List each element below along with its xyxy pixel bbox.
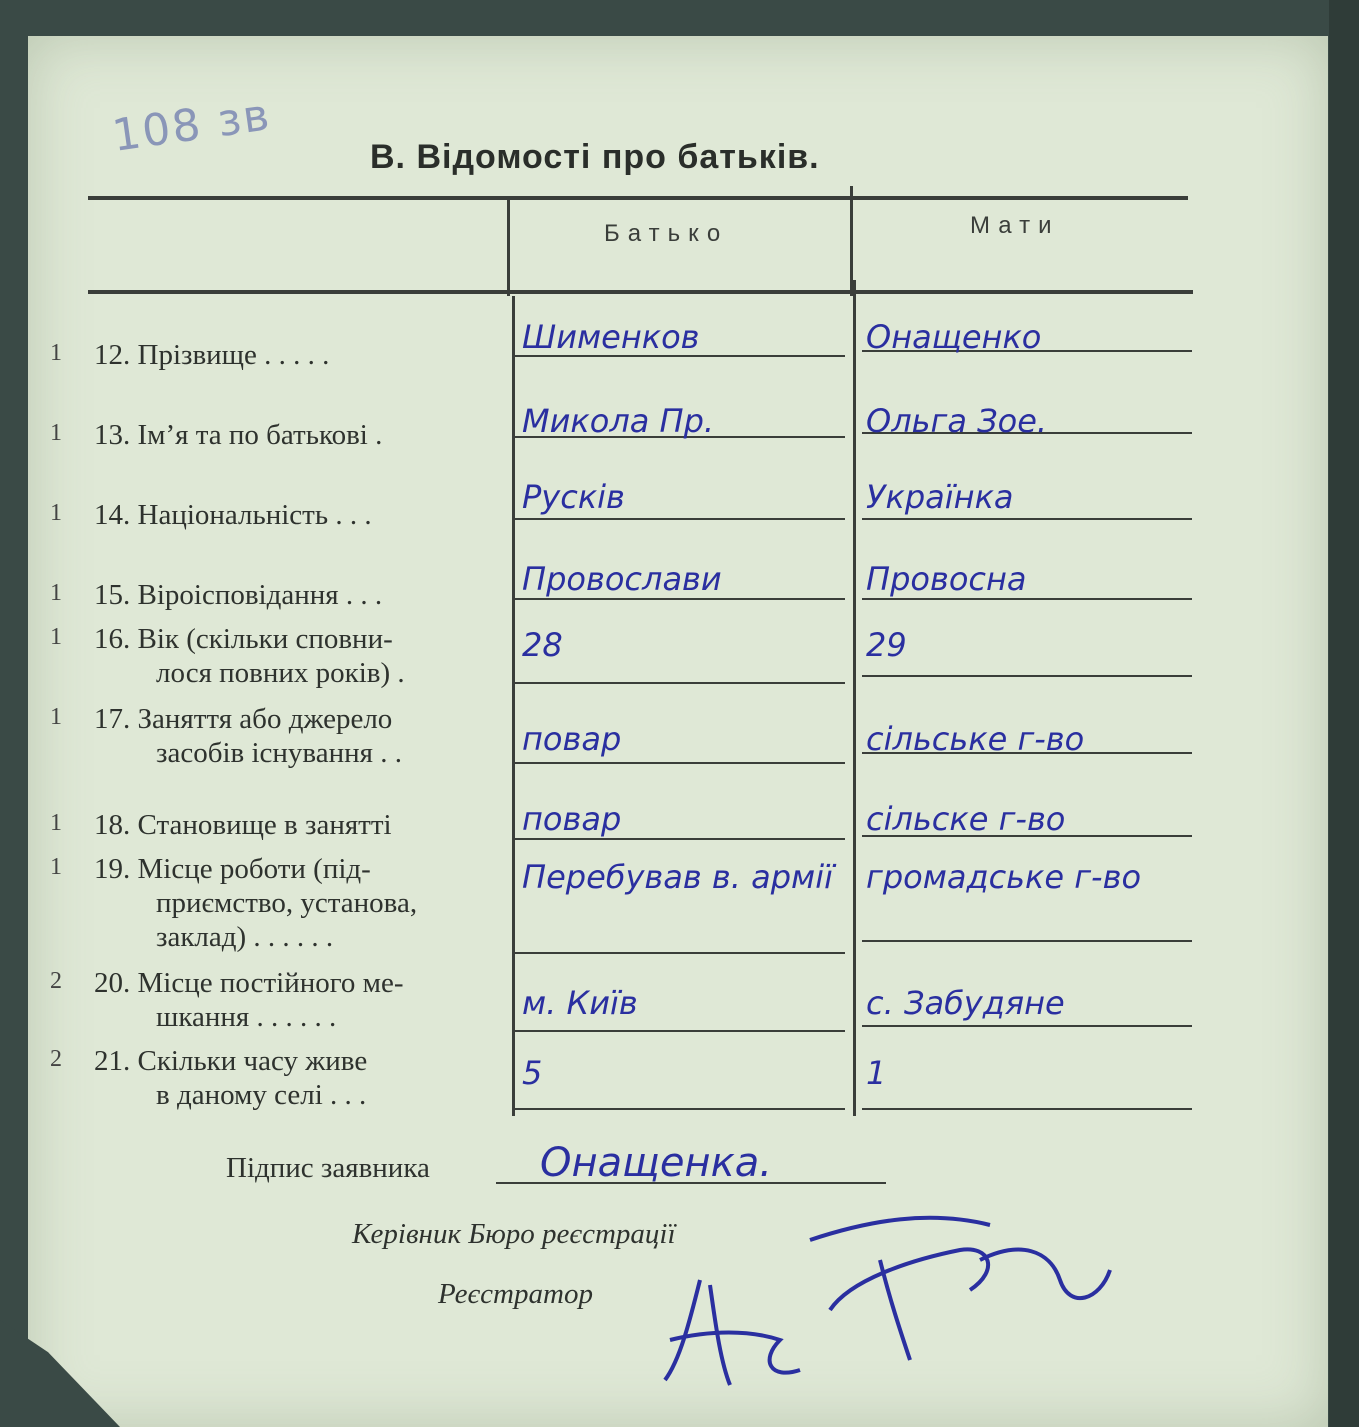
row-label-line: 20. Місце постійного ме- [94,967,404,999]
body-divider-label [512,296,515,1116]
row-label [94,418,382,452]
row-label [94,1044,367,1112]
mother-value: Онащенко [866,318,1042,356]
row-label-line: шкання . . . . . . [156,1001,337,1033]
mother-value: сільське г-во [866,720,1085,758]
mother-value: сільске г-во [866,800,1066,838]
margin-mark: 1 [50,420,62,446]
row-label [94,702,402,770]
margin-mark: 1 [50,340,62,366]
row-label [94,578,382,612]
bureau-head-label: Керівник Бюро реєстрації [352,1218,676,1250]
margin-mark: 1 [50,580,62,606]
row-label-line: 13. Ім’я та по батькові . [94,419,383,451]
margin-mark: 1 [50,500,62,526]
mother-answer-line [862,1108,1192,1110]
row-label-line: 21. Скільки часу живе [94,1045,368,1077]
father-value: 5 [522,1054,543,1092]
registrar-signature [650,1270,820,1400]
father-answer-line [515,518,845,520]
mother-answer-line [862,675,1192,677]
father-answer-line [515,1030,845,1032]
row-label-line: 14. Національність . . . [94,499,372,531]
father-value: Перебував в. армії [522,858,833,896]
mother-value: громадське г-во [866,858,1142,896]
margin-mark: 1 [50,810,62,836]
father-value: м. Київ [522,984,638,1022]
mother-value: 29 [866,626,907,664]
father-answer-line [515,598,845,600]
row-label-line: 15. Віроісповідання . . . [94,579,383,611]
row-label [94,622,405,690]
mother-value: Українка [866,478,1014,516]
row-label [94,498,372,532]
row-label-line: 18. Становище в занятті [94,809,392,841]
margin-mark: 1 [50,704,62,730]
father-value: повар [522,800,622,838]
father-value: 28 [522,626,563,664]
father-answer-line [515,838,845,840]
mother-value: Провосна [866,560,1027,598]
mother-answer-line [862,518,1192,520]
mother-answer-line [862,1025,1192,1027]
row-label-line: 12. Прізвище . . . . . [94,339,330,371]
father-answer-line [515,762,845,764]
mother-answer-line [862,598,1192,600]
column-header-father: Батько [604,220,729,247]
father-value: Шименков [522,318,700,356]
header-bottom-rule [88,290,1193,294]
mother-answer-line [862,940,1192,942]
margin-mark: 2 [50,1046,62,1072]
divider-label-father [507,196,510,296]
father-answer-line [515,952,845,954]
applicant-signature: Онащенка. [540,1140,772,1186]
father-answer-line [515,682,845,684]
father-value: Провослави [522,560,722,598]
row-label [94,852,417,954]
row-label-line: лося повних років) . [156,657,405,689]
archive-number: 108 зв [109,89,275,162]
row-label [94,966,404,1034]
registrar-label: Реєстратор [438,1278,593,1310]
row-label-line: в даному селі . . . [156,1079,367,1111]
margin-mark: 2 [50,968,62,994]
margin-mark: 1 [50,624,62,650]
body-divider-middle [853,280,856,1116]
mother-value: с. Забудяне [866,984,1065,1022]
father-value: Микола Пр. [522,402,715,440]
row-label-line: 19. Місце роботи (під- [94,853,371,885]
row-label-line: заклад) . . . . . . [156,921,334,953]
background-edge [1329,0,1359,1427]
father-answer-line [515,1108,845,1110]
row-label-line: приємство, установа, [156,887,418,919]
mother-value: 1 [866,1054,887,1092]
row-label-line: засобів існування . . [156,737,402,769]
father-value: повар [522,720,622,758]
row-label [94,808,392,842]
row-label-line: 17. Заняття або джерело [94,703,393,735]
applicant-signature-label: Підпис заявника [226,1152,430,1184]
mother-value: Ольга Зое. [866,402,1048,440]
father-value: Русків [522,478,625,516]
margin-mark: 1 [50,854,62,880]
table-top-rule [88,196,1188,200]
section-title: В. Відомості про батьків. [370,138,820,176]
row-label [94,338,329,372]
column-header-mother: Мати [970,212,1060,239]
bureau-head-signature [790,1200,1120,1370]
row-label-line: 16. Вік (скільки сповни- [94,623,393,655]
